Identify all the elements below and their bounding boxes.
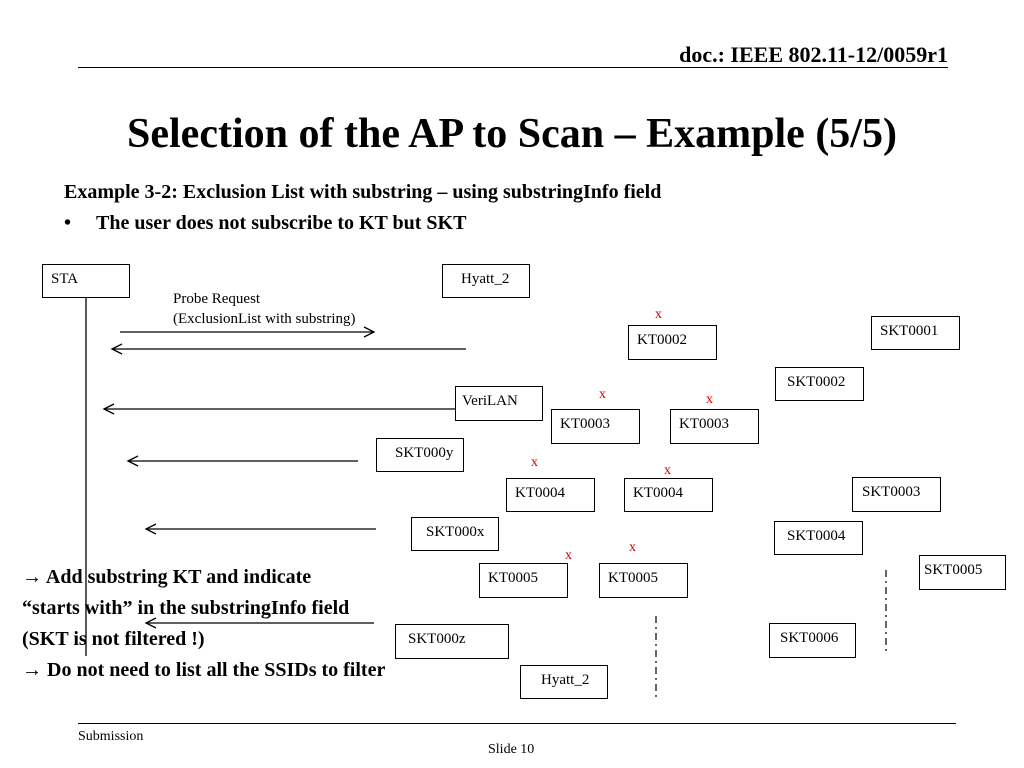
document-id: doc.: IEEE 802.11-12/0059r1 [679,42,948,67]
probe-response-arrow-verilan [104,404,456,414]
excluded-mark: x [629,540,636,555]
excluded-mark: x [655,307,662,322]
ap-label: KT0005 [608,570,658,586]
ap-box-hyatt-2-bottom [520,665,608,699]
ap-label: SKT0003 [862,484,921,500]
ap-box-skt0002 [775,367,864,401]
ap-label: SKT0005 [924,562,983,578]
ap-box-kt0005-a [479,563,568,598]
ap-label: SKT0001 [880,323,939,339]
ap-label: KT0003 [560,416,610,432]
ap-label: SKT000x [426,524,485,540]
ap-box-skt0006 [769,623,856,658]
note-line-4: Do not need to list all the SSIDs to filter [47,659,386,681]
ap-box-skt0004 [774,521,863,555]
ap-label: Hyatt_2 [541,672,590,688]
ap-box-skt000z [395,624,509,659]
ap-box-kt0003-b [670,409,759,444]
probe-response-arrow-hyatt [112,344,466,354]
excluded-mark: x [565,548,572,563]
ap-label: SKT0004 [787,528,846,544]
excluded-mark: x [531,455,538,470]
conclusion-note [22,562,385,686]
ap-box-kt0002 [628,325,717,360]
ap-label: SKT000z [408,631,466,647]
footer-submission: Submission [78,729,144,744]
ap-label: KT0004 [633,485,683,501]
ap-box-hyatt-2-top [442,264,530,298]
ap-box-skt0001 [871,316,960,350]
probe-response-arrow-skt000y [128,456,358,466]
ap-label: VeriLAN [462,393,518,409]
ap-label: SKT0006 [780,630,839,646]
probe-request-label [173,289,356,329]
ap-box-skt0005 [919,555,1006,590]
ap-label: KT0004 [515,485,565,501]
ap-label: KT0003 [679,416,729,432]
probe-request-line1: Probe Request [173,291,261,307]
slide-number: Slide 10 [488,742,535,757]
slide-title: Selection of the AP to Scan – Example (5/5) [127,111,897,157]
excluded-mark: x [664,463,671,478]
sta-box [42,264,130,298]
ap-box-skt000x [411,517,499,551]
bullet-text: The user does not subscribe to KT but SKT [96,212,467,234]
note-line-1: Add substring KT and indicate [45,566,312,588]
ap-box-verilan [455,386,543,421]
ap-label: Hyatt_2 [461,271,510,287]
ap-label: SKT000y [395,445,454,461]
example-subtitle: Example 3-2: Exclusion List with substring – using substringInfo field [64,181,662,203]
bullet-marker: • [64,212,72,234]
probe-request-line2: (ExclusionList with substring) [173,311,356,327]
excluded-mark: x [599,387,606,402]
arrow-icon: → [22,566,42,588]
arrow-icon: → [22,659,42,681]
ap-label: KT0002 [637,332,687,348]
sta-label: STA [51,271,79,287]
ap-box-kt0004-a [506,478,595,512]
footer-rule [78,723,956,724]
ap-box-kt0005-b [599,563,688,598]
ap-label: SKT0002 [787,374,846,390]
ap-label: KT0005 [488,570,538,586]
ap-box-skt0003 [852,477,941,512]
ap-box-kt0003-a [551,409,640,444]
probe-response-arrow-skt000x [146,524,376,534]
ap-box-kt0004-b [624,478,713,512]
ap-box-skt000y [376,438,464,472]
note-line-2: “starts with” in the substringInfo field [22,597,350,619]
note-line-3: (SKT is not filtered !) [22,628,205,650]
excluded-mark: x [706,392,713,407]
